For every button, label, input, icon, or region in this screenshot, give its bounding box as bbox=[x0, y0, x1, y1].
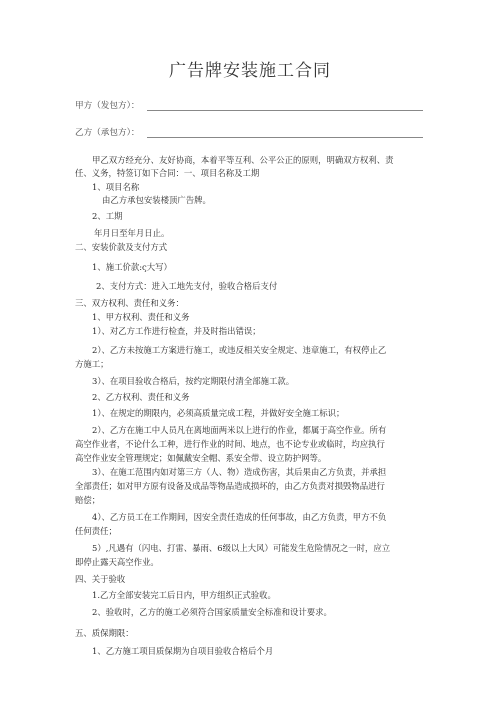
body-line: 5）,凡遇有（闪电、打雷、暴雨、6级以上大风）可能发生危险情况之一时，应立 bbox=[92, 543, 391, 553]
body-line: 五、质保期限： bbox=[75, 628, 134, 638]
body-line: 1、乙方施工项目质保期为自项目验收合格后个月 bbox=[92, 646, 274, 656]
body-line: 1、项目名称 bbox=[92, 182, 140, 192]
body-line: 方施工； bbox=[75, 359, 109, 369]
body-line: 2）、乙方在施工中人员凡在离地面两米以上进行的作业，都属于高空作业。所有 bbox=[92, 425, 387, 435]
body-line: 三、双方权利、责任和义务： bbox=[75, 298, 184, 308]
body-line: 1、甲方权利、责任和义务 bbox=[92, 312, 190, 322]
party-b-field bbox=[75, 126, 139, 138]
party-b-underline bbox=[147, 137, 423, 138]
body-line: 四、关于验收 bbox=[75, 574, 126, 584]
body-line: 2、乙方权利、责任和义务 bbox=[92, 392, 190, 402]
party-a-underline bbox=[147, 110, 423, 111]
body-line: 二、安装价款及支付方式 bbox=[75, 242, 168, 252]
body-line: 年月日至年月日止。 bbox=[94, 228, 170, 238]
body-line: 高空作业安全管理规定；如佩戴安全帽、系安全带、设立防护网等。 bbox=[75, 453, 327, 463]
body-line: 2）、乙方未按施工方案进行施工，或违反相关安全规定、违章施工，有权停止乙 bbox=[92, 345, 387, 355]
body-line: 3）、在项目验收合格后，按约定期限付清全部施工款。 bbox=[92, 376, 295, 386]
body-line: 赔偿； bbox=[75, 495, 101, 505]
body-line: 1.乙方全部安装完工后日内，甲方组织正式验收。 bbox=[92, 590, 276, 600]
body-line: 高空作业者，不论什么工种，进行作业的时间、地点，也不论专业或临时，均应执行 bbox=[75, 439, 385, 449]
body-line: 1）、在规定的期限内，必须高质量完成工程，并做好安全施工标识； bbox=[92, 408, 345, 418]
body-line: 2、工期 bbox=[92, 211, 123, 221]
body-line: 即停止露天高空作业。 bbox=[75, 557, 159, 567]
party-b-label: 乙方（承包方）： bbox=[75, 128, 140, 138]
body-line: 2、验收时，乙方的施工必须符合国家质量安全标准和设计要求。 bbox=[92, 607, 332, 617]
page-title: 广告牌安装施工合同 bbox=[169, 61, 331, 81]
body-line: 甲乙双方经充分、友好协商，本着平等互利、公平公正的原则，明确双方权利、责 bbox=[92, 155, 394, 165]
party-a-field bbox=[75, 99, 139, 111]
body-line: 1、施工价款:ς大写） bbox=[92, 262, 172, 272]
party-a-label: 甲方（发包方）： bbox=[75, 101, 140, 111]
body-line: 4）、乙方员工在工作期间，因安全责任造成的任何事故，由乙方负责，甲方不负 bbox=[92, 512, 387, 522]
body-line: 任何责任； bbox=[75, 526, 117, 536]
body-line: 1）、对乙方工作进行检查，并及时指出错误； bbox=[92, 326, 261, 336]
body-line: 任、义务，特签订如下合同：一、项目名称及工期 bbox=[75, 168, 260, 178]
body-line: 2、支付方式：进入工地先支付，验收合格后支付 bbox=[96, 281, 278, 291]
body-line: 由乙方承包安装楼顶广告牌。 bbox=[102, 195, 211, 205]
body-line: 全部责任；如对甲方原有设备及成品等物品造成损坏的，由乙方负责对损毁物品进行 bbox=[75, 481, 385, 491]
body-line: 3）、在施工范围内如对第三方（人、物）造成伤害，其后果由乙方负责，并承担 bbox=[92, 467, 387, 477]
